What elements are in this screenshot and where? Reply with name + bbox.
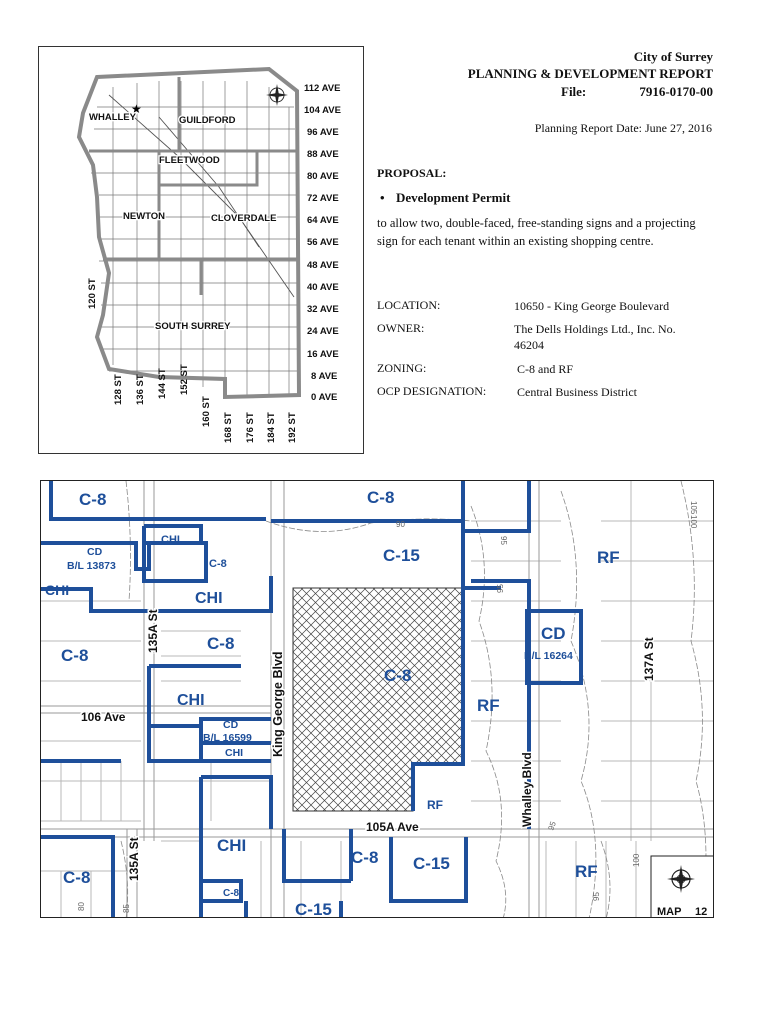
contour-number: 95	[496, 584, 505, 593]
map-label: MAP	[657, 906, 682, 918]
proposal-heading: PROPOSAL:	[377, 166, 447, 180]
bullet-icon: •	[380, 190, 385, 205]
zone-label: C-15	[295, 900, 332, 919]
zone-label: CHI	[195, 590, 223, 607]
file-label: File:	[561, 84, 587, 99]
detail-label: OWNER:	[377, 321, 425, 335]
ave-label: 8 AVE	[311, 371, 338, 382]
key-map	[38, 46, 364, 454]
key-map-svg	[39, 47, 365, 455]
ave-label: 96 AVE	[307, 127, 339, 138]
proposal-type: Development Permit	[396, 190, 511, 205]
zone-label: RF	[575, 862, 598, 881]
ave-label: 40 AVE	[307, 282, 339, 293]
street-label: 136 ST	[135, 374, 146, 405]
ave-label: 72 AVE	[307, 193, 339, 204]
street-label: 176 ST	[245, 412, 256, 443]
zone-label: C-8	[351, 848, 379, 867]
ave-label: 16 AVE	[307, 349, 339, 360]
ave-label: 80 AVE	[307, 171, 339, 182]
detail-value-line2: 46204	[514, 338, 544, 352]
zone-label: C-8	[367, 488, 395, 507]
contour-number: 80	[77, 902, 86, 911]
zone-label: RF	[597, 548, 620, 567]
area-whalley: WHALLEY	[89, 112, 136, 123]
zone-label: CD	[87, 546, 103, 558]
zone-label: RF	[477, 696, 500, 715]
ave-label: 88 AVE	[307, 149, 339, 160]
proposal-description: to allow two, double-faced, free-standing signs and a projecting sign for each tenant within an existing shopping centre.	[377, 216, 696, 248]
detail-value: Central Business District	[517, 385, 637, 399]
detail-label: OCP DESIGNATION:	[377, 384, 487, 398]
street-label: Whalley Blvd	[520, 752, 534, 827]
zone-label: CHI	[45, 582, 70, 598]
subject-site	[293, 588, 463, 811]
zone-label: CHI	[177, 692, 205, 709]
detail-value: C-8 and RF	[517, 362, 574, 376]
street-label: 105A Ave	[366, 820, 419, 834]
area-cloverdale: CLOVERDALE	[211, 213, 277, 224]
city-hall-star-icon: ★	[131, 102, 142, 116]
detail-label: LOCATION:	[377, 298, 441, 312]
zone-label: C-15	[413, 854, 450, 873]
detail-label: ZONING:	[377, 361, 427, 375]
contour-number: 100	[632, 853, 641, 867]
zone-label: C-8	[63, 868, 91, 887]
street-label: 128 ST	[113, 374, 124, 405]
zone-label: CD	[541, 624, 566, 643]
zone-label: C-8	[209, 558, 227, 570]
street-label: 135A St	[127, 837, 141, 881]
street-label: 192 ST	[287, 412, 298, 443]
contour-number: 95	[546, 820, 558, 832]
ave-label: 64 AVE	[307, 215, 339, 226]
detail-value: 10650 - King George Boulevard	[514, 299, 670, 313]
zone-label: C-8	[223, 888, 240, 899]
detail-value: The Dells Holdings Ltd., Inc. No.	[514, 322, 676, 336]
key-map-town-boundaries	[89, 77, 299, 295]
map-number: 12	[695, 906, 708, 918]
ave-label: 0 AVE	[311, 392, 338, 403]
key-map-street-labels	[87, 278, 298, 443]
zone-label: B/L 16264	[524, 650, 573, 662]
ave-label: 112 AVE	[304, 83, 341, 94]
city-name: City of Surrey	[633, 49, 713, 64]
zone-label: CHI	[161, 534, 180, 546]
street-label: 168 ST	[223, 412, 234, 443]
street-label: 152 ST	[179, 364, 190, 395]
contour-number: 90	[396, 520, 405, 529]
zone-label: CHI	[217, 836, 247, 855]
zone-label: CD	[223, 719, 239, 731]
street-label: 106 Ave	[81, 710, 126, 724]
contour-number: 105	[689, 501, 698, 515]
street-label: King George Blvd	[271, 651, 285, 757]
zoning-map	[40, 480, 714, 918]
file-number: 7916-0170-00	[639, 84, 713, 99]
street-label: 120 ST	[87, 278, 98, 309]
zone-label: CHI	[225, 747, 244, 759]
contour-number: 100	[689, 515, 698, 529]
zone-label: B/L 13873	[67, 560, 116, 572]
contour-number: 95	[592, 892, 601, 901]
key-map-roads	[91, 81, 297, 397]
map-number-box	[651, 856, 714, 918]
ave-label: 24 AVE	[307, 326, 339, 337]
area-newton: NEWTON	[123, 211, 166, 222]
ave-label: 48 AVE	[307, 260, 339, 271]
contour-number: 95	[499, 536, 508, 545]
zone-label: C-8	[207, 634, 235, 653]
ave-label: 104 AVE	[304, 105, 341, 116]
street-label: 184 ST	[266, 412, 277, 443]
area-fleetwood: FLEETWOOD	[159, 155, 220, 166]
contour-number: 85	[122, 904, 131, 913]
street-label: 135A St	[146, 609, 160, 653]
street-label: 160 ST	[201, 396, 212, 427]
zone-label: C-8	[384, 666, 412, 685]
area-guildford: GUILDFORD	[179, 115, 236, 126]
ave-label: 56 AVE	[307, 237, 339, 248]
zone-label: RF	[427, 798, 443, 812]
street-label: 137A St	[642, 637, 656, 681]
zone-label: C-8	[79, 490, 107, 509]
zone-label: C-8	[61, 646, 89, 665]
zone-label: B/L 16599	[203, 732, 252, 744]
zone-label: C-15	[383, 546, 420, 565]
key-map-avenue-labels	[304, 83, 341, 403]
report-title: PLANNING & DEVELOPMENT REPORT	[467, 66, 713, 81]
zoning-map-svg	[41, 481, 714, 918]
street-label: 144 ST	[157, 368, 168, 399]
report-date: Planning Report Date: June 27, 2016	[534, 121, 712, 135]
ave-label: 32 AVE	[307, 304, 339, 315]
area-south-surrey: SOUTH SURREY	[155, 321, 231, 332]
proposal-bullet	[380, 190, 510, 206]
